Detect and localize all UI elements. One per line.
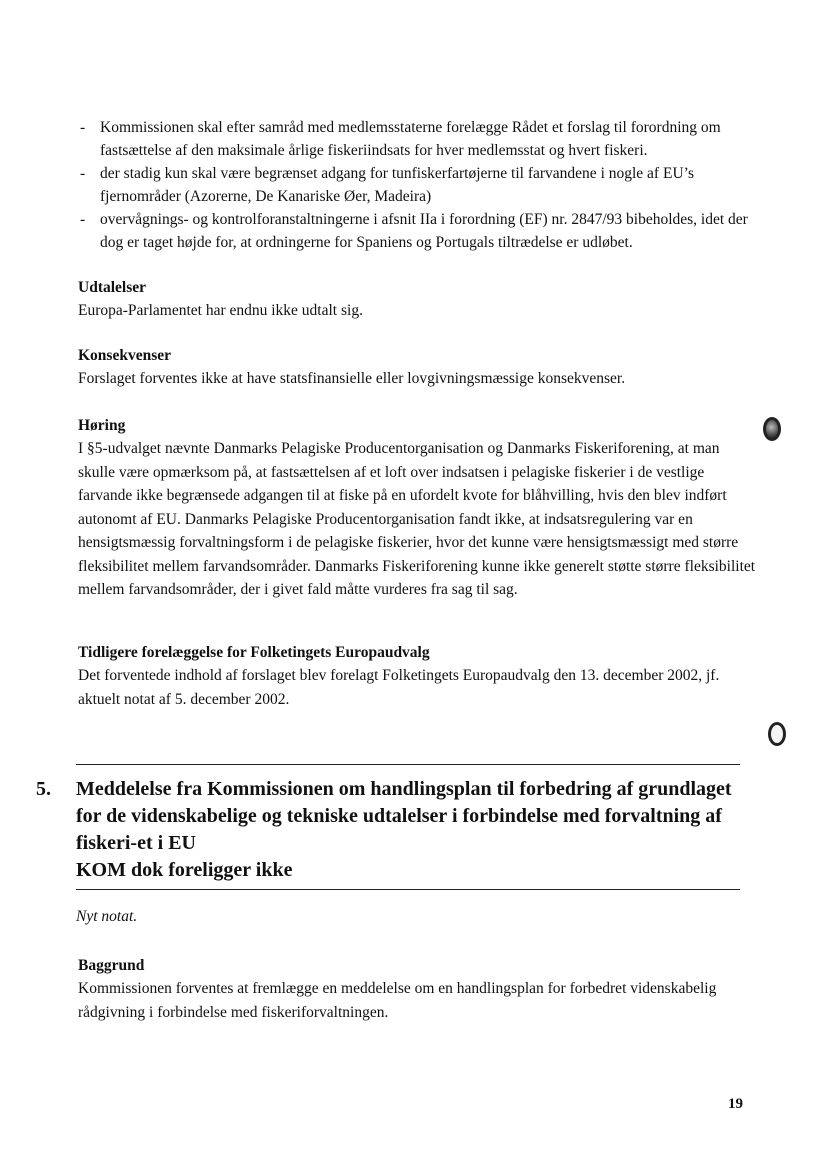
bullet-text: overvågnings- og kontrolforanstaltningerne i afsnit IIa i forordning (EF) nr. 2847/93 bibeholdes, idet der dog er taget højde for, at ordningerne for Spaniens og Portugals tiltrædelse er udløbet.	[100, 211, 748, 251]
section-5-heading	[36, 776, 756, 884]
bullet-item	[80, 162, 760, 208]
section-heading: Baggrund	[78, 957, 145, 974]
section-udtalelser	[78, 276, 760, 323]
rule-top	[76, 764, 740, 765]
section-text: Det forventede indhold af forslaget blev forelagt Folketingets Europaudvalg den 13. december 2002, jf. aktuelt notat af 5. december 2002.	[78, 667, 720, 708]
section-heading: Tidligere forelæggelse for Folketingets Europaudvalg	[78, 644, 430, 661]
section-subtitle: KOM dok foreligger ikke	[76, 859, 293, 881]
section-tidligere	[78, 641, 760, 711]
bullet-text: der stadig kun skal være begrænset adgang for tunfiskerfartøjerne til farvandene i nogle af EU’s fjernområder (Azorerne, De Kanariske Øer, Madeira)	[100, 165, 694, 205]
bullet-item	[80, 116, 760, 162]
bullet-list	[80, 116, 760, 254]
section-heading: Høring	[78, 417, 126, 434]
punch-hole-icon	[763, 417, 781, 441]
section-text: I §5-udvalget nævnte Danmarks Pelagiske Producentorganisation og Danmarks Fiskeriforening, at man skulle være opmærksom på, at fastsættelsen af et loft over indsatsen i pelagiske fiskerier i de vestlige farvande ikke begrænsede adgangen til at fiske på en ufordelt kvote for blåhvilling, hvis den blev indført autonomt af EU. Danmarks Pelagiske Producentorganisation fandt ikke, at indsatsregulering var en hensigtsmæssig forvaltningsform i de pelagiske fiskerier, hvor det kunne være hensigtsmæssigt med større fleksibilitet mellem farvandsområder. Danmarks Fiskeriforening kunne ikke generelt støtte større fleksibilitet mellem farvandsområder, der i givet fald måtte vurderes fra sag til sag.	[78, 440, 756, 598]
bullet-dash: -	[80, 211, 86, 228]
section-title: Meddelelse fra Kommissionen om handlingsplan til forbedring af grundlaget for de videnskabelige og tekniske udtalelser i forbindelse med forvaltning af fiskeri-et i EU	[76, 778, 732, 854]
section-baggrund	[78, 954, 760, 1024]
page-number: 19	[728, 1096, 743, 1112]
rule-bottom	[76, 889, 740, 890]
section-heading: Konsekvenser	[78, 347, 171, 364]
section-heading: Udtalelser	[78, 279, 147, 296]
bullet-dash: -	[80, 119, 86, 136]
note-text: Nyt notat.	[76, 908, 138, 925]
bullet-item	[80, 208, 760, 254]
bullet-dash: -	[80, 165, 86, 182]
section-text: Europa-Parlamentet har endnu ikke udtalt sig.	[78, 302, 363, 319]
section-konsekvenser	[78, 344, 760, 391]
section-text: Kommissionen forventes at fremlægge en meddelelse om en handlingsplan for forbedret videnskabelig rådgivning i forbindelse med fiskeriforvaltningen.	[78, 980, 717, 1021]
punch-hole-icon	[768, 722, 786, 746]
section-text: Forslaget forventes ikke at have statsfinansielle eller lovgivningsmæssige konsekvenser.	[78, 370, 626, 387]
bullet-text: Kommissionen skal efter samråd med medlemsstaterne forelægge Rådet et forslag til forordning om fastsættelse af den maksimale årlige fiskeriindsats for hver medlemsstat og hvert fiskeri.	[100, 119, 721, 159]
section-number: 5.	[36, 778, 51, 800]
section-horing	[78, 414, 760, 602]
